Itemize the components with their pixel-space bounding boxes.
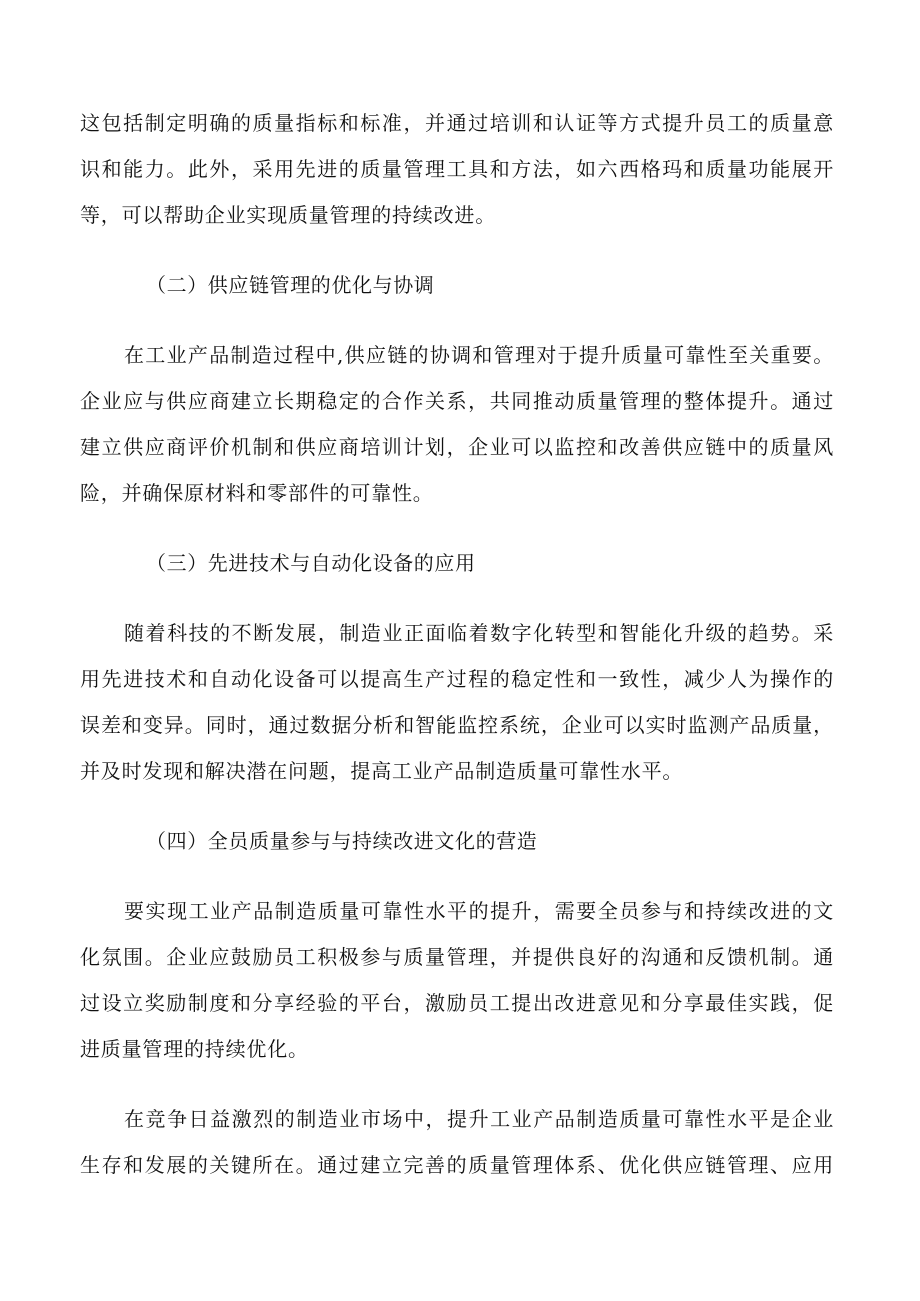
- paragraph-line: 化氛围。企业应鼓励员工积极参与质量管理，并提供良好的沟通和反馈机制。通: [80, 945, 834, 969]
- paragraph-line: 进质量管理的持续优化。: [80, 1037, 309, 1061]
- paragraph-line: 随着科技的不断发展，制造业正面临着数字化转型和智能化升级的趋势。采: [124, 621, 834, 645]
- paragraph-line: 企业应与供应商建立长期稳定的合作关系，共同推动质量管理的整体提升。通过: [80, 389, 834, 413]
- paragraph-line: 险，并确保原材料和零部件的可靠性。: [80, 481, 434, 505]
- section-heading-continuous-improvement: （四）全员质量参与与持续改进文化的营造: [146, 829, 538, 853]
- paragraph-line: 误差和变异。同时，通过数据分析和智能监控系统，企业可以实时监测产品质量，: [80, 713, 834, 737]
- paragraph-line: 过设立奖励制度和分享经验的平台，激励员工提出改进意见和分享最佳实践，促: [80, 991, 834, 1015]
- paragraph-line: 生存和发展的关键所在。通过建立完善的质量管理体系、优化供应链管理、应用: [80, 1153, 834, 1177]
- paragraph-automation: [80, 610, 834, 794]
- paragraph-line: 并及时发现和解决潜在问题，提高工业产品制造质量可靠性水平。: [80, 759, 684, 783]
- section-heading-automation: （三）先进技术与自动化设备的应用: [146, 551, 476, 575]
- paragraph-conclusion: [80, 1096, 834, 1188]
- section-heading-supply-chain: （二）供应链管理的优化与协调: [146, 273, 435, 297]
- paragraph-line: 等，可以帮助企业实现质量管理的持续改进。: [80, 203, 496, 227]
- paragraph-continuous-improvement: [80, 888, 834, 1072]
- paragraph-line: 用先进技术和自动化设备可以提高生产过程的稳定性和一致性，减少人为操作的: [80, 667, 834, 691]
- paragraph-line: 这包括制定明确的质量指标和标准，并通过培训和认证等方式提升员工的质量意: [80, 111, 834, 135]
- paragraph-line: 识和能力。此外，采用先进的质量管理工具和方法，如六西格玛和质量功能展开: [80, 157, 834, 181]
- paragraph-line: 建立供应商评价机制和供应商培训计划，企业可以监控和改善供应链中的质量风: [80, 435, 834, 459]
- paragraph-supply-chain: [80, 332, 834, 516]
- paragraph-line: 要实现工业产品制造质量可靠性水平的提升，需要全员参与和持续改进的文: [124, 899, 834, 923]
- paragraph-line: 在工业产品制造过程中,供应链的协调和管理对于提升质量可靠性至关重要。: [124, 343, 834, 367]
- paragraph-line: 在竞争日益激烈的制造业市场中，提升工业产品制造质量可靠性水平是企业: [124, 1107, 834, 1131]
- paragraph-quality-system-continued: [80, 100, 834, 238]
